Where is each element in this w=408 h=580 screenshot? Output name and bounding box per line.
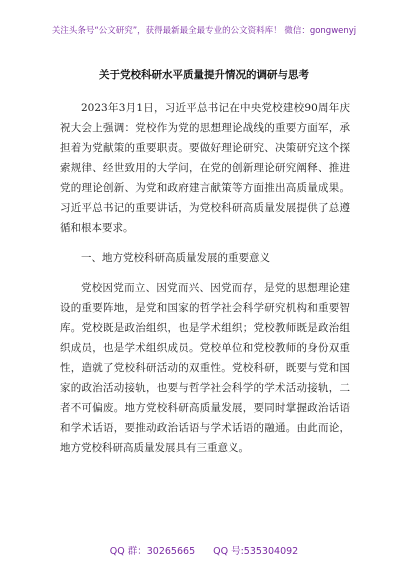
footer-qq-group: QQ 群：30265665 — [109, 546, 196, 557]
footer-qq-number: QQ 号:535304092 — [213, 546, 299, 557]
document-body — [60, 98, 350, 458]
footer-contact — [0, 546, 408, 558]
document-title: 关于党校科研水平质量提升情况的调研与思考 — [99, 69, 309, 81]
body-paragraph: 2023年3月1日，习近平总书记在中央党校建校90周年庆祝大会上强调：党校作为党的思想理论战线的重要方面军，承担着为党献策的重要职责。要做好理论研究、决策研究这个探索规律、经世致用的大学问，在党的创新理论研究阐释、推进党的理论创新、为党和政府建言献策等方面推出高质量成果。习近平总书记的重要讲话，为党校科研高质量发展提供了总遵循和根本要求。 — [60, 102, 350, 234]
header-banner: 关注头条号“公文研究”，获得最新最全最专业的公文资料库！ 微信：gongwenyj — [51, 26, 357, 36]
body-paragraph: 党校因党而立、因党而兴、因党而存，是党的思想理论建设的重要阵地，是党和国家的哲学社会科学研究机构和重要智库。党校既是政治组织，也是学术组织；党校教师既是政治组织成员，也是学术组织成员。党校单位和党校教师的身份双重性，造就了党校科研活动的双重性。党校科研，既要与党和国家的政治活动接轨，也要与哲学社会科学的学术活动接轨，二者不可偏废。地方党校科研高质量发展，要同时掌握政治话语和学术话语，要推动政治话语与学术话语的融通。由此而论，地方党校科研高质量发展具有三重意义。 — [60, 282, 350, 454]
section-heading: 一、地方党校科研高质量发展的重要意义 — [81, 252, 270, 264]
